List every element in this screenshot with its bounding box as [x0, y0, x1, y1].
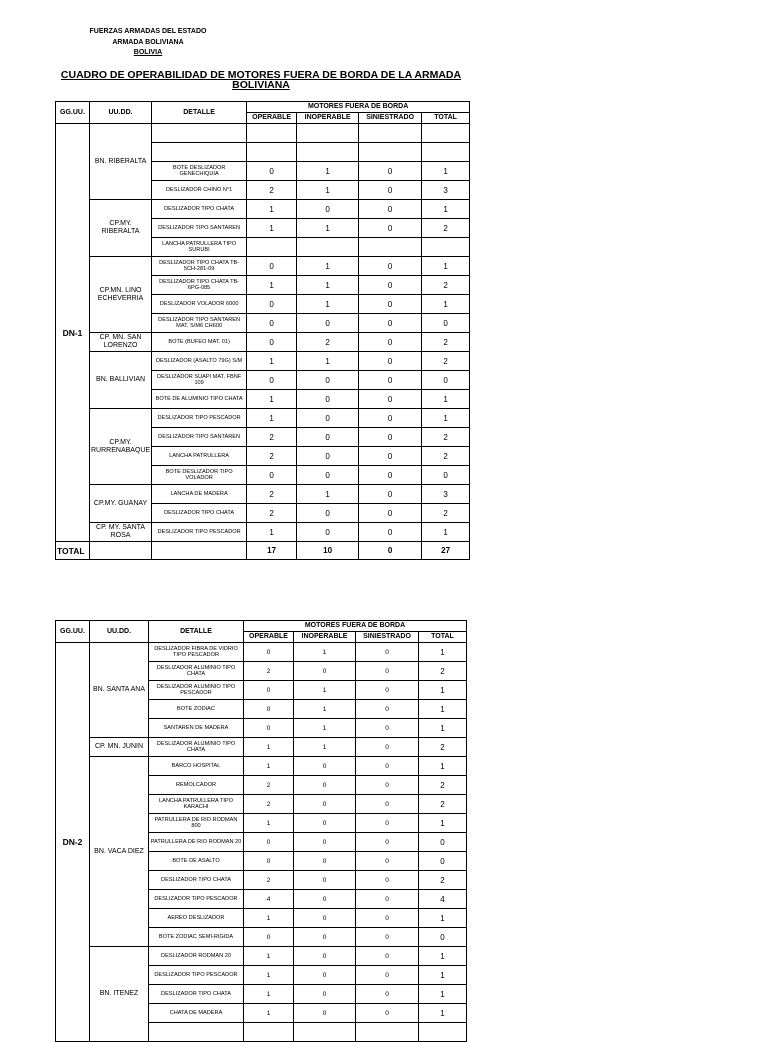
detalle-cell: AEREO DESLIZADOR	[149, 909, 244, 928]
uu-unit-name: CP.MY. RURRENABAQUE	[90, 409, 152, 485]
operable-cell	[247, 124, 297, 143]
siniestrado-cell: 0	[359, 504, 422, 523]
total-cell: 1	[419, 909, 467, 928]
operable-cell: 1	[247, 390, 297, 409]
inoperable-cell: 0	[294, 909, 356, 928]
operable-cell: 2	[247, 504, 297, 523]
header-line-2: ARMADA BOLIVIANA	[112, 38, 184, 46]
operable-cell: 2	[244, 662, 294, 681]
inoperable-cell: 0	[294, 890, 356, 909]
detalle-cell: BOTE DE ALUMINIO TIPO CHATA	[152, 390, 247, 409]
operable-cell: 1	[247, 219, 297, 238]
uu-unit-name: CP.MN. LINO ECHEVERRIA	[90, 257, 152, 333]
siniestrado-cell: 0	[356, 776, 419, 795]
operable-cell: 1	[244, 757, 294, 776]
siniestrado-cell: 0	[359, 314, 422, 333]
column-header-uu: UU.DD.	[90, 102, 152, 124]
detalle-cell: DESLIZADOR TIPO CHATA	[149, 985, 244, 1004]
total-cell: 0	[419, 928, 467, 947]
operable-cell: 1	[244, 947, 294, 966]
table-row	[56, 352, 470, 371]
column-group-motores: MOTORES FUERA DE BORDA	[244, 621, 467, 632]
table-row	[56, 757, 467, 776]
inoperable-cell: 1	[294, 681, 356, 700]
siniestrado-cell: 0	[356, 909, 419, 928]
siniestrado-cell: 0	[359, 200, 422, 219]
operable-cell: 0	[247, 371, 297, 390]
detalle-cell: SANTAREN DE MADERA	[149, 719, 244, 738]
inoperable-cell: 0	[294, 757, 356, 776]
total-cell: 0	[422, 466, 470, 485]
uu-unit-name: CP.MY. GUANAY	[90, 485, 152, 523]
detalle-cell: DESLIZADOR CHINO N°1	[152, 181, 247, 200]
total-row	[56, 542, 470, 560]
total-cell: 0	[422, 314, 470, 333]
siniestrado-cell: 0	[356, 738, 419, 757]
operable-cell: 0	[247, 295, 297, 314]
inoperable-cell: 0	[294, 1004, 356, 1023]
detalle-cell: DESLIZADOR ALUMINIO TIPO CHATA	[149, 738, 244, 757]
inoperable-cell	[297, 124, 359, 143]
siniestrado-cell	[359, 238, 422, 257]
inoperable-cell: 1	[297, 219, 359, 238]
siniestrado-cell: 0	[356, 681, 419, 700]
detalle-cell: DESLIZADOR TIPO PESCADOR	[149, 966, 244, 985]
inoperable-cell: 0	[294, 776, 356, 795]
siniestrado-cell: 0	[359, 485, 422, 504]
detalle-cell: DESLIZADOR TIPO CHATA	[149, 871, 244, 890]
total-cell: 4	[419, 890, 467, 909]
inoperable-cell: 0	[297, 523, 359, 542]
detalle-cell: BOTE ZODIAC	[149, 700, 244, 719]
operable-cell: 0	[244, 852, 294, 871]
uu-unit-name: CP.MY. RIBERALTA	[90, 200, 152, 257]
siniestrado-cell: 0	[359, 428, 422, 447]
detalle-cell: CHATA DE MADERA	[149, 1004, 244, 1023]
inoperable-cell: 1	[294, 700, 356, 719]
inoperable-cell: 0	[297, 314, 359, 333]
siniestrado-cell: 0	[356, 643, 419, 662]
operable-cell: 1	[247, 276, 297, 295]
operable-cell: 0	[247, 466, 297, 485]
operable-cell: 1	[247, 523, 297, 542]
siniestrado-cell: 0	[359, 257, 422, 276]
siniestrado-cell: 0	[359, 447, 422, 466]
uu-unit-name: BN. VACA DIEZ	[90, 757, 149, 947]
operable-cell: 1	[247, 409, 297, 428]
inoperable-cell: 0	[297, 466, 359, 485]
total-cell: 1	[419, 643, 467, 662]
total-cell: 1	[422, 409, 470, 428]
total-cell: 2	[422, 428, 470, 447]
operable-cell: 0	[244, 719, 294, 738]
table-row	[56, 257, 470, 276]
total-cell: 1	[419, 985, 467, 1004]
total-total: 27	[422, 542, 470, 560]
operable-cell: 0	[244, 833, 294, 852]
total-row-label: TOTAL	[56, 542, 90, 560]
operable-cell: 0	[244, 928, 294, 947]
inoperable-cell: 0	[297, 409, 359, 428]
detalle-cell: LANCHA PATRULLERA TIPO KARACHI	[149, 795, 244, 814]
column-header-siniestrado: SINIESTRADO	[359, 113, 422, 124]
total-cell	[419, 1023, 467, 1042]
inoperable-cell: 0	[294, 871, 356, 890]
detalle-cell: DESLIZADOR TIPO SANTAREN	[152, 219, 247, 238]
total-cell	[422, 124, 470, 143]
column-header-detalle: DETALLE	[152, 102, 247, 124]
column-header-operable: OPERABLE	[247, 113, 297, 124]
operable-cell: 2	[247, 447, 297, 466]
detalle-cell: DESLIZADOR TIPO PESCADOR	[152, 409, 247, 428]
table-row	[56, 200, 470, 219]
detalle-cell: DESLIZADOR TIPO CHATA TB-6PG-085	[152, 276, 247, 295]
detalle-cell: DESLIZADOR SUAPI MAT. FBNF 109	[152, 371, 247, 390]
operability-table-dn2	[55, 620, 467, 1042]
table-row	[56, 947, 467, 966]
operable-cell: 0	[244, 700, 294, 719]
table-row	[56, 485, 470, 504]
inoperable-cell: 0	[297, 371, 359, 390]
column-header-inoperable: INOPERABLE	[294, 632, 356, 643]
table-row	[56, 333, 470, 352]
inoperable-cell: 0	[294, 795, 356, 814]
siniestrado-cell: 0	[359, 333, 422, 352]
column-header-gg: GG.UU.	[56, 102, 90, 124]
operable-cell: 2	[244, 776, 294, 795]
operable-cell: 2	[247, 181, 297, 200]
operable-cell: 2	[247, 485, 297, 504]
column-header-gg: GG.UU.	[56, 621, 90, 643]
siniestrado-cell	[359, 124, 422, 143]
total-cell: 2	[422, 333, 470, 352]
inoperable-cell: 1	[294, 643, 356, 662]
total-cell: 1	[419, 1004, 467, 1023]
inoperable-cell: 0	[294, 966, 356, 985]
total-row-empty	[90, 542, 152, 560]
total-inoperable: 10	[297, 542, 359, 560]
inoperable-cell: 0	[297, 428, 359, 447]
detalle-cell: BOTE DESLIZADOR GENECHIQUIA	[152, 162, 247, 181]
document-title: CUADRO DE OPERABILIDAD DE MOTORES FUERA DE BORDA DE LA ARMADA BOLIVIANA	[60, 69, 462, 91]
siniestrado-cell: 0	[359, 409, 422, 428]
inoperable-cell: 0	[294, 833, 356, 852]
siniestrado-cell: 0	[359, 466, 422, 485]
total-cell: 2	[419, 776, 467, 795]
siniestrado-cell: 0	[356, 719, 419, 738]
inoperable-cell: 0	[297, 447, 359, 466]
detalle-cell: PATRULLERA DE RIO RODMAN 20	[149, 833, 244, 852]
siniestrado-cell: 0	[356, 795, 419, 814]
operable-cell: 1	[244, 1004, 294, 1023]
gg-unit-label: DN-1	[56, 124, 90, 542]
total-cell: 2	[422, 276, 470, 295]
inoperable-cell: 1	[294, 738, 356, 757]
total-operable: 17	[247, 542, 297, 560]
inoperable-cell: 0	[294, 662, 356, 681]
total-cell	[422, 143, 470, 162]
total-cell: 2	[419, 738, 467, 757]
siniestrado-cell: 0	[356, 947, 419, 966]
operable-cell	[247, 238, 297, 257]
uu-unit-name: CP. MN. JUNIN	[90, 738, 149, 757]
uu-unit-name: BN. RIBERALTA	[90, 124, 152, 200]
detalle-cell: DESLIZADOR TIPO CHATA TB-5CH-281-09	[152, 257, 247, 276]
column-header-detalle: DETALLE	[149, 621, 244, 643]
inoperable-cell: 0	[297, 200, 359, 219]
column-header-total: TOTAL	[419, 632, 467, 643]
siniestrado-cell	[356, 1023, 419, 1042]
total-cell: 2	[422, 447, 470, 466]
operable-cell: 0	[247, 333, 297, 352]
header-line-3: BOLIVIA	[133, 49, 163, 56]
detalle-cell: DESLIZADOR TIPO CHATA	[152, 200, 247, 219]
inoperable-cell	[297, 143, 359, 162]
column-header-total: TOTAL	[422, 113, 470, 124]
operability-table-dn1	[55, 101, 470, 560]
inoperable-cell: 1	[297, 485, 359, 504]
table-row	[56, 523, 470, 542]
siniestrado-cell: 0	[359, 162, 422, 181]
detalle-cell: DESLIZADOR TIPO PESCADOR	[152, 523, 247, 542]
siniestrado-cell: 0	[356, 871, 419, 890]
uu-unit-name: BN. BALLIVIAN	[90, 352, 152, 409]
detalle-cell: BARCO HOSPITAL	[149, 757, 244, 776]
detalle-cell: REMOLCADOR	[149, 776, 244, 795]
column-header-operable: OPERABLE	[244, 632, 294, 643]
operable-cell: 0	[247, 257, 297, 276]
detalle-cell: DESLIZADOR RODMAN 20	[149, 947, 244, 966]
siniestrado-cell: 0	[356, 890, 419, 909]
siniestrado-cell: 0	[359, 181, 422, 200]
column-header-uu: UU.DD.	[90, 621, 149, 643]
total-siniestrado: 0	[359, 542, 422, 560]
siniestrado-cell	[359, 143, 422, 162]
siniestrado-cell: 0	[356, 985, 419, 1004]
operable-cell: 0	[247, 162, 297, 181]
siniestrado-cell: 0	[356, 928, 419, 947]
siniestrado-cell: 0	[359, 219, 422, 238]
inoperable-cell: 0	[294, 928, 356, 947]
operable-cell: 2	[244, 871, 294, 890]
detalle-cell: DESLIZADOR TIPO SANTAREN	[152, 428, 247, 447]
total-cell: 1	[422, 200, 470, 219]
detalle-cell	[149, 1023, 244, 1042]
siniestrado-cell: 0	[359, 371, 422, 390]
total-cell: 1	[419, 947, 467, 966]
total-cell: 1	[419, 719, 467, 738]
inoperable-cell: 0	[297, 504, 359, 523]
operable-cell: 1	[247, 200, 297, 219]
siniestrado-cell: 0	[356, 662, 419, 681]
detalle-cell: BOTE DESLIZADOR TIPO VOLADOR	[152, 466, 247, 485]
total-cell: 2	[422, 219, 470, 238]
total-cell	[422, 238, 470, 257]
uu-unit-name: CP. MN. SAN LORENZO	[90, 333, 152, 352]
gg-unit-label: DN-2	[56, 643, 90, 1042]
column-header-siniestrado: SINIESTRADO	[356, 632, 419, 643]
inoperable-cell: 1	[297, 257, 359, 276]
siniestrado-cell: 0	[359, 352, 422, 371]
table-row	[56, 409, 470, 428]
header-row	[56, 621, 467, 632]
detalle-cell: BOTE DE ASALTO	[149, 852, 244, 871]
siniestrado-cell: 0	[356, 757, 419, 776]
detalle-cell: LANCHA PATRULLERA	[152, 447, 247, 466]
siniestrado-cell: 0	[356, 966, 419, 985]
total-cell: 1	[419, 966, 467, 985]
total-cell: 1	[419, 700, 467, 719]
detalle-cell: DESLIZADOR VOLADOR 6000	[152, 295, 247, 314]
column-group-motores: MOTORES FUERA DE BORDA	[247, 102, 470, 113]
siniestrado-cell: 0	[359, 295, 422, 314]
inoperable-cell: 0	[294, 985, 356, 1004]
total-cell: 2	[419, 871, 467, 890]
operable-cell	[247, 143, 297, 162]
operable-cell: 0	[244, 643, 294, 662]
column-header-inoperable: INOPERABLE	[297, 113, 359, 124]
operable-cell: 0	[247, 314, 297, 333]
total-cell: 1	[422, 295, 470, 314]
detalle-cell	[152, 143, 247, 162]
total-cell: 1	[419, 814, 467, 833]
siniestrado-cell: 0	[356, 852, 419, 871]
operable-cell: 1	[244, 738, 294, 757]
uu-unit-name: BN. SANTA ANA	[90, 643, 149, 738]
total-cell: 2	[422, 504, 470, 523]
document-header	[80, 27, 216, 59]
total-cell: 0	[419, 833, 467, 852]
operable-cell: 1	[244, 814, 294, 833]
total-cell: 1	[422, 390, 470, 409]
inoperable-cell: 0	[294, 814, 356, 833]
detalle-cell: DESLIZADOR ALUMINIO TIPO CHATA	[149, 662, 244, 681]
total-row-empty	[152, 542, 247, 560]
detalle-cell: DESLIZADOR ALUMINIO TIPO PESCADOR	[149, 681, 244, 700]
operable-cell: 0	[244, 681, 294, 700]
header-line-1: FUERZAS ARMADAS DEL ESTADO	[89, 28, 207, 35]
total-cell: 1	[422, 162, 470, 181]
operable-cell: 1	[244, 966, 294, 985]
table-row	[56, 738, 467, 757]
table-row	[56, 643, 467, 662]
siniestrado-cell: 0	[359, 390, 422, 409]
total-cell: 2	[422, 352, 470, 371]
total-cell: 1	[422, 523, 470, 542]
detalle-cell: LANCHA DE MADERA	[152, 485, 247, 504]
inoperable-cell: 1	[297, 295, 359, 314]
siniestrado-cell: 0	[359, 276, 422, 295]
total-cell: 2	[419, 662, 467, 681]
inoperable-cell	[297, 238, 359, 257]
inoperable-cell: 1	[294, 719, 356, 738]
detalle-cell: DESLIZADOR TIPO PESCADOR	[149, 890, 244, 909]
detalle-cell: DESLIZADOR FIBRA DE VIDRIO TIPO PESCADOR	[149, 643, 244, 662]
operable-cell: 1	[244, 909, 294, 928]
total-cell: 3	[422, 181, 470, 200]
detalle-cell: DESLIZADOR TIPO CHATA	[152, 504, 247, 523]
total-cell: 1	[419, 757, 467, 776]
total-cell: 0	[419, 852, 467, 871]
siniestrado-cell: 0	[359, 523, 422, 542]
detalle-cell: DESLIZADOR (ASALTO 79G) S/M	[152, 352, 247, 371]
operable-cell	[244, 1023, 294, 1042]
operable-cell: 2	[244, 795, 294, 814]
detalle-cell: LANCHA PATRULLERA TIPO SURUBI	[152, 238, 247, 257]
total-cell: 0	[422, 371, 470, 390]
header-row	[56, 102, 470, 113]
total-cell: 3	[422, 485, 470, 504]
detalle-cell: DESLIZADOR TIPO SANTAREN MAT. S/M6 CH600	[152, 314, 247, 333]
inoperable-cell: 0	[294, 852, 356, 871]
total-cell: 1	[419, 681, 467, 700]
siniestrado-cell: 0	[356, 1004, 419, 1023]
total-cell: 2	[419, 795, 467, 814]
detalle-cell: PATRULLERA DE RIO RODMAN 800	[149, 814, 244, 833]
siniestrado-cell: 0	[356, 833, 419, 852]
inoperable-cell: 1	[297, 276, 359, 295]
inoperable-cell: 0	[294, 947, 356, 966]
inoperable-cell: 1	[297, 352, 359, 371]
detalle-cell: BOTE ZODIAC SEMI-RIGIDA	[149, 928, 244, 947]
operable-cell: 1	[244, 985, 294, 1004]
table-row	[56, 124, 470, 143]
operable-cell: 4	[244, 890, 294, 909]
operable-cell: 2	[247, 428, 297, 447]
operable-cell: 1	[247, 352, 297, 371]
detalle-cell: BOTE (BUFEO MAT. 01)	[152, 333, 247, 352]
inoperable-cell	[294, 1023, 356, 1042]
uu-unit-name: CP. MY. SANTA ROSA	[90, 523, 152, 542]
siniestrado-cell: 0	[356, 814, 419, 833]
siniestrado-cell: 0	[356, 700, 419, 719]
inoperable-cell: 2	[297, 333, 359, 352]
total-cell: 1	[422, 257, 470, 276]
uu-unit-name: BN. ITENEZ	[90, 947, 149, 1042]
inoperable-cell: 1	[297, 181, 359, 200]
inoperable-cell: 1	[297, 162, 359, 181]
detalle-cell	[152, 124, 247, 143]
inoperable-cell: 0	[297, 390, 359, 409]
